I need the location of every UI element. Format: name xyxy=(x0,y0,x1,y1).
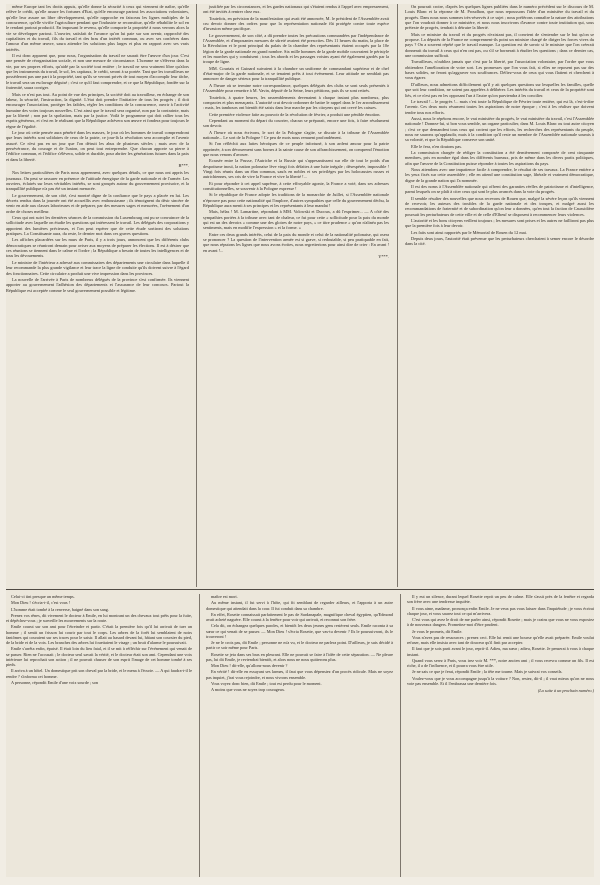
paragraph: Toutefois, en prévision de la manifestation qui avait été annoncée, M. le président de l'Assemblée avait cru devoir donner des ordres pour que la représentation nationale fût protégée contre toute espèce d'invasion même pacifique. xyxy=(203,15,389,32)
paragraph: A l'heure où se termine notre correspondance, quelques délégués des clubs se sont seuls présentés à l'Assemblée pour remettre à M. Vavin, député de la Seine, leurs pétitions, puis ils se sont retirés. xyxy=(203,82,389,94)
paragraph: Emile courut sur son ami pour l'étreindre et partir. C'était la première fois qu'il lui arrivait de tuer un homme ; il sentit un frisson lui courir par tout le corps. Les arbres de la forêt lui semblaient de noirs fantômes qui couraient sur ses traces pour le saisir. Il allait au hasard devant lui, hâtant son coursier du pied, de la bride et de la voix. Les branches des arbres lui fouettaient le visage ; un bruit d'alarme le poursuivait. xyxy=(6,624,192,645)
paragraph: Il semble résulter des nouvelles que nous recevons de Rouen que, malgré la sévère leçon qu'ils viennent de recevoir, les auteurs des troubles de la garde nationale et des troupes, et malgré aussi les recommandations de fraternité et de subordination qu'on leur a données, qu'en tout la faction de Caussidière poursuit les perturbateurs de cette ville et de celle d'Elbeuf se disposent à recommencer leurs violences. xyxy=(405,195,594,217)
paragraph: Celui-ci tint presque un même temps. xyxy=(11,594,75,599)
paragraph: C'est vous qui avez le droit de me parler ainsi, répondit Rosette ; mais je crains que vous ne vous exposiez à de nouveaux dangers. Promettez-moi d'être prudent. xyxy=(407,617,594,628)
feuilleton-column-2 xyxy=(206,594,393,877)
paragraph: D'ailleurs, nous admettons difficilement qu'il y ait quelques questions sur lesquelles les familles, quelle que soit leur condition, ne soient pas appelées à délibérer. Les intérêts du travail et ceux de la propriété sont liés, et ce n'est pas en les opposant l'un à l'autre qu'on parviendra à les concilier. xyxy=(405,81,594,98)
paragraph: Quand vous serez à Paris, vous irez voir M. ***, notre ancien ami ; il vous recevra comme un fils. Il est riche, il a de l'influence, et il pourra vous être utile. xyxy=(407,657,594,668)
feuilleton-separator xyxy=(6,589,594,590)
paragraph: justifiée par les circonstances, et les gardes nationaux qui s'étaient rendus à l'appel avec empressement, ont été invités à rentrer chez eux. xyxy=(203,4,389,15)
paragraph: Si le république de France adopte les traditions de la monarchie de Juillet, si l'Assemblée nationale n'éprouve pas pour cette nationalité qui l'implore, d'autres sympathies que celle du gouvernement déchu, la République aura menti à ses principes et les représentants à leur mandat ! xyxy=(203,192,389,209)
paragraph: Et pour répondre à cet appel suprême, à cette effroyable agonie, la France a voté, dans ses adresses constitutionnelles, se souvenir à la Pologne expresse ! xyxy=(203,180,389,191)
column-2 xyxy=(203,4,389,587)
paragraph: Je ne sais ce que je ferai, répondit Emile ; la tête me tourne. Mais je suivrai vos conseils. xyxy=(412,669,563,675)
paragraph: L'homme était tombé à la renverse, baigné dans son sang. xyxy=(11,606,109,612)
paragraph: A personne, répondit Emile d'une voix sourde ; son xyxy=(11,679,99,685)
column-divider xyxy=(196,4,197,587)
paragraph: Ceux qui ont suivi les dernières séances de la commission du Luxembourg ont pu se convaincre de la sollicitude avec laquelle on étudie les questions qui intéressent le travail. Les délégués des corporations y apportent des lumières précieuses, et l'on peut espérer que de cette étude sortiront des solutions pratiques. La Constituante aura, du reste, le dernier mot dans ces graves questions. xyxy=(6,215,189,237)
paragraph: Emile s'arrêta enfin, épuisé. Il était loin du lieu fatal, et il se mit à réfléchir sur l'événement qui venait de se passer. Rien ne l'accusait ; le docteur seul savait la vérité, et le docteur était son ami. Cependant une voix intérieure lui reprochait son action ; il ne pouvait chasser de son esprit l'image de cet homme tombé à ses pieds. xyxy=(6,646,192,667)
paragraph: maître est mort. xyxy=(211,594,238,599)
news-section xyxy=(6,4,594,587)
feuilleton-column-3 xyxy=(407,594,594,877)
paragraph: Cependant au moment du départ du courrier, chacun se préparait, encore une fois, à faire résolument son devoir. xyxy=(203,117,389,129)
paragraph: En effet, Rosette connaissait parfaitement le pas de Sardanapale, magnifique cheval égyptien, qu'Edmond avait acheté naguère. Elle courut à la fenêtre pour voir qui arrivait, et reconnut son frère. xyxy=(206,611,393,622)
paragraph: Cela dit, on échangea quelques paroles, et bientôt les deux jeunes gens restèrent seuls. Emile raconta à sa sœur ce qui venait de se passer. — Mon Dieu ! s'écria Rosette, que vas-tu devenir ? Ils le poursuivront, ils le trouveront ! xyxy=(206,623,393,639)
column-3 xyxy=(405,4,594,587)
paragraph: Le gouvernement, de son côté, s'est montré digne de la confiance que le pays a placée en lui. Les décrets rendus dans la journée ont été accueillis avec enthousiasme ; ils témoignent du désir sincère de venir en aide aux classes laborieuses et de préparer, par des mesures sages et mesurées, l'avènement d'un ordre de choses meilleur. xyxy=(6,192,189,214)
paragraph: Elle le fera, n'en doutons pas. xyxy=(411,143,463,149)
paragraph: Il faut que je sois parti avant le jour, reprit-il. Adieu, ma sœur ; adieu, Rosette. Je penserai à vous à chaque instant. xyxy=(407,646,594,657)
paragraph: Il est des noms à l'Assemblée nationale qui offrent des garanties réelles de patriotisme et d'intelligence, parmi lesquels on se plaît à citer ceux qui sont le plus avancés dans la voie du progrès. xyxy=(405,184,594,195)
paragraph: Le gouvernement, de son côté, a dû prendre toutes les précautions commandées par l'indépendance de l'Assemblée, et d'imposantes mesures de sûreté avaient été prescrites. Dès 11 heures du matin, la place de la Révolution et le pont principal du palais de la chambre des représentants étaient occupés par la 10e légion de la garde nationale en grand nombre. Six mille hommes de la garde mobile couvraient le péristyle et les marches qui y conduisent ; tous les abords et les passages voisins ayant été également gardés par la troupe de ligne. xyxy=(203,32,389,65)
paragraph: Voulez-vous que je vous accompagne jusqu'à la voiture ? Non, restez, dit-il ; il vaut mieux qu'on ne nous voie pas ensemble. Et il l'embrassa une dernière fois. xyxy=(407,675,594,686)
paragraph: Mais ce n'est pas tout. Au point de vue des principes, la société doit au travailleur, en échange de son labeur, la sécurité, l'instruction, la dignité. L'état doit prendre l'initiative de tous les progrès ; il doit encourager l'association, protéger les faibles, régler les conditions de la concurrence, ouvrir à l'activité humaine des voies toujours nouvelles. C'est ainsi que le travail sera organisé, non par la contrainte, mais par la liberté ; non par la spoliation, mais par la justice. Voilà le programme qui doit rallier tous les esprits généreux, et c'est en le réalisant que la République achèvera son œuvre et fondera pour toujours le règne de l'égalité. xyxy=(6,91,189,129)
paragraph: Nous attendons avec une impatience facile à comprendre, le résultat de ses travaux. La France entière a les yeux fixés sur cette assemblée ; elle en attend une constitution sage, libérale et vraiment démocratique, digne de la grande nation qui l'a nommée. xyxy=(405,166,594,183)
paragraph: Mon Dieu ! s'écria-t-il, c'est vous ! xyxy=(11,600,71,606)
paragraph: Travailleurs, n'oubliez jamais que c'est par la liberté, par l'association volontaire, par l'ordre que vous obtiendrez l'amélioration de votre sort. Les promesses que l'on vous fait, si elles ne reposent pas sur des bases solides, ne feront qu'aggraver vos souffrances. Défiez-vous de ceux qui vous flattent et cherchent à vous égarer. xyxy=(405,59,594,81)
paragraph: En vérité ! dit-elle en essuyant ses larmes, il faut que vous dépensiez d'un procès ridicule. Mais ne soyez pas inquiet, j'irai vous rejoindre, et nous vivrons ensemble. xyxy=(206,669,393,680)
signature: B***. xyxy=(178,162,189,168)
feuilleton-section xyxy=(6,594,594,877)
paragraph: Nos lettres particulières de Paris nous apprennent, avec quelques détails, ce que nous ont appris les journaux. On peut se rassurer en présence de l'attitude énergique de la garde nationale et de l'armée. Les ouvriers, éclairés sur leurs véritables intérêts, se sont groupés autour du gouvernement provisoire, et la tranquillité publique n'a pas été un instant menacée. xyxy=(6,170,189,192)
paragraph: Les affiches placardées sur les murs de Paris, il y a trois jours, annoncent que les différents clubs démocratiques se réuniront demain pour aviser aux moyens de préparer les élections. Il est à désirer que ces réunions se tiennent dans le calme et l'ordre ; la République a besoin de toutes les intelligences et de tous les dévouements. xyxy=(6,237,189,259)
paragraph: On pourrait croire, d'après les quelques lignes publiées dans le numéro précédent sur le discours de M. Louis Blanc et la réponse de M. Proudhon, que nous repoussons l'idée d'un ministère du travail et du progrès. Dans nous nous sommes très-réservés à ce sujet ; nous préférons connaître la nature des attributions que l'on voudrait donner à ce ministère, et nous nous inscrivons d'avance contre toute institution qui, sous prétexte de progrès, tendrait à détruire la liberté. xyxy=(405,4,594,31)
paragraph: Il y eut un silence, durant lequel Rosette reprit un peu de calme. Elle s'assit près de la fenêtre et regarda son frère avec une tendresse inquiète. xyxy=(407,594,594,605)
paragraph: Ecrasée entre la Prusse, l'Autriche et la Russie qui s'appesantissent sur elle de tout le poids d'un despotisme inouï, la nation polonaise lève vingt fois défaites à une lutte inégale ; désespérée, impossible ! Vingt fois réunis dans un élan commun, saufs en nobles et ses priviléges par les holocaustes russes et autrichiennes, ses cris de vive la France et vive la liberté !... xyxy=(203,158,389,180)
paragraph: Vous voyez donc bien, dit Emile ; tout est perdu pour le moment. xyxy=(211,680,322,686)
paragraph: Je vous le promets, dit Emile. xyxy=(412,628,463,634)
paragraph: Mais, hélas ! M. Lamartine, répondant à MM. Volowski et Ducoux, a dû l'exprimer... — A côté des sympathies portées à la tribune avec tant de chaleur, ce fut pour cette « sollicitude pour la paix du monde qui est un des devoirs « comme une des gloires de notre pays, » ce titre prudence « qu'on n'alinéa pas les sentiments, mais en modifie l'expression » et la forme. » xyxy=(203,209,389,231)
paragraph: Il vous aime, madame, prononça enfin Emile. Je ne veux pas vous laisser dans l'inquiétude ; je vous écrirai chaque jour, et vous saurez tout ce qui m'arrivera. xyxy=(407,605,594,616)
column-1 xyxy=(6,4,189,587)
paragraph: Il est donc apparent que, pour nous, l'organisation du travail ne saurait être l'œuvre d'un jour. C'est une pensée de réorganisation sociale, et non une mesure de circonstance. L'homme ne s'élèvera dans la vie, par ses propres efforts, qu'aidé par la société tout entière ; le travail ne sera vraiment libre qu'alors que les instruments du travail, le sol, les capitaux, le crédit, seront à sa portée. Tant que les travailleurs ne posséderont pas une part à la propriété, tant qu'ils se verront privés de tout moyen d'accomplir leur tâche, le travail sera un esclavage déguisé ; c'est ce qu'il faut comprendre, et ce que la République, fondée sur la fraternité, saura corriger. xyxy=(6,53,189,91)
paragraph: Le ministre de l'intérieur a adressé aux commissaires des départements une circulaire dans laquelle il leur recommande la plus grande vigilance et leur trace la ligne de conduite qu'ils doivent suivre à l'égard des fonctionnaires. Cette circulaire a produit une vive impression dans les provinces. xyxy=(6,259,189,276)
paragraph: Le travail !... le progrès !... mais c'est toute la République de Février toute entière, qui est là, c'est-à-dire l'avenir. Ces deux mots résument toutes les aspirations de notre époque ; c'est à les réaliser que doivent tendre tous nos efforts. xyxy=(405,98,594,115)
column-divider xyxy=(199,594,200,877)
paragraph: La commission chargée de rédiger la constitution a été dernièrement composée de cent cinquante membres, pris en nombre égal dans les différents bureaux, pris de même dans les divers partis politiques, afin que l'œuvre de la Constitution puisse répondre à toutes les aspirations du pays. xyxy=(405,149,594,166)
paragraph: Les faits sont ainsi rapportés par le Mémorial de Rouen du 12 mai. xyxy=(411,229,527,235)
paragraph: Aussi, nous le répétons encore, le vrai ministère du progrès, le vrai ministère du travail, c'est l'Assemblée nationale ! Donnez-lui, si bon vous semble, un organe particulier, dans M. Louis Blanc ou tout autre citoyen ; c'est ce que demandent tous ceux qui croient que les efforts, les recherches des représentants du peuple, nous ne saurons qu'applaudir, mais à la condition qu'il reste un membre de l'Assemblée nationale soumis à sa volonté, et que la République conserve son unité. xyxy=(405,115,594,143)
paragraph: L'autorité et les bons citoyens veillent toujours ; les mesures sont prises et les autres ne failliront pas plus que la première fois à leur devoir. xyxy=(405,218,594,229)
feuilleton-column-1 xyxy=(6,594,192,877)
paragraph: Il arriva à un hôtel. Un domestique prit son cheval par la bride, et le mena à l'écurie. — A qui faudra-t-il le rendre ? s'informa cet homme. xyxy=(6,668,192,679)
column-divider xyxy=(397,4,398,587)
paragraph: Toutefois, à quatre heures, les rassemblements devenaient à chaque instant plus nombreux, plus compactes et plus menaçants. L'autorité crut devoir ordonner de battre le rappel dans le 1er arrondissement : mais, les tambours ont bientôt été saisis dans leur marche par les citoyens qui ont crevé les caisses. xyxy=(203,94,389,111)
column-divider xyxy=(400,594,401,877)
paragraph: Rosette se jeta dans ses bras en pleurant. Elle ne pouvait se faire à l'idée de cette séparation. — Ne pleure pas, lui dit Emile, je reviendrai bientôt, et alors nous ne nous quitterons plus. xyxy=(206,651,393,662)
paragraph: Si l'on réfléchit aux luttes héroïques de ce peuple infortuné, à son ardent amour pour la patrie opprimée, à son dévouement sans bornes à la sainte cause de son affranchissement, on comprend l'émotion que nous venons d'avouer. xyxy=(203,141,389,157)
paragraph: Je ne le crois pas, dit Emile ; personne ne m'a vu, et le docteur ne parlera point. D'ailleurs, je suis décidé à partir ce soir même pour Paris. xyxy=(206,640,393,651)
paragraph: A moins que vous ne soyez trop courageux. xyxy=(211,687,286,692)
paragraph: même Europe tant les droits appuis, qu'elle donne la sécurité à ceux qui viennent de naître, qu'elle relève le crédit, qu'elle assure les fortunes d'Etat, qu'elle encourage partout les associations volontaires, qu'elle leur assure un libre développement, qu'elle rapproche en faisceau les lignes multiples de la concurrence, qu'elle vivifie l'agriculture pendant que l'industrie se reconstitue, qu'elle réhabilite le sol en le rendant partout productif. En imposant le revenu, qu'elle comporte la propriété à nous verrons alors la vie se développer partout. L'ouvrier, satisfait de l'avance qu'on lui paie sur son avenir, rapproché des capitalistes et du travail, fils du travail et des bras d'un intérêt commun, ou avec ses confrères dans l'amour d'un même œuvre, saura attendre les solutions plus larges et plus en rapport avec ses vrais intérêts. xyxy=(6,4,189,52)
paragraph: Depuis deux jours, l'autorité était prévenue que les perturbateurs cherchaient à semer encore le désordre dans la cité. xyxy=(405,236,594,247)
paragraph: Vous n'avez pas de ressources ; prenez ceci. Elle lui remit une bourse qu'elle avait préparée. Emile voulut refuser, mais elle insista avec tant de douceur qu'il finit par accepter. xyxy=(407,634,594,645)
paragraph: Le jour où cette pensée aura pénétré dans les masses, le jour où les hommes de travail comprendront que leurs intérêts sont solidaires de ceux de la patrie, ce jour-là la révolution sera accomplie et l'avenir assuré. Ce n'est pas en un jour que l'on détruit les abus de plusieurs siècles ; mais avec de la persévérance, du courage et de l'union, on peut tout entreprendre. Que chacun apporte sa pierre à l'édifice commun, et l'édifice s'élèvera, solide et durable, pour abriter les générations futures dans la paix et dans la liberté. xyxy=(6,129,189,162)
paragraph: A l'heure où nous écrivons, le sort de la Pologne s'agite, se discute à la tribune de l'Assemblée nationale... Le sort de la Pologne ! Ce peu de mots nous remuent profondément. xyxy=(203,129,389,140)
paragraph: Entre ces deux grands intérêts, celui de la paix du monde et celui de la nationalité polonaise, qui osera se prononcer ? La question de l'intervention armée est si grave, si redoutable, si peu pratiquable en fait, que nous réputons les lignes que nous avons écrites, nous regretterions pour ainsi dire de crier : En avant ! en avant !... xyxy=(203,231,389,253)
paragraph: La nouvelle de l'arrivée à Paris de nombreux délégués de la province s'est confirmée. Ils viennent apporter au gouvernement l'adhésion des départements et l'assurance de leur concours. Partout la République est acceptée comme le seul gouvernement possible et légitime. xyxy=(6,276,189,293)
continuation-note: (La suite à un prochain numéro.) xyxy=(537,688,594,693)
newspaper-page xyxy=(6,4,594,877)
paragraph: Mais ce ministre du travail et du progrès n'existant pas, il convient de s'entendre sur le but qu'on se propose. La députés de la France ne comprennent-ils point un ministre chargé de diriger les forces vives du pays ? On a souvent répété que le travail manque. La question est de savoir si le ministre que l'on créerait donnerait du travail à ceux qui n'en ont pas, ou s'il se bornerait à étudier les questions ; dans ce dernier cas, une commission suffirait. xyxy=(405,31,594,59)
paragraph: Au même instant, il fut servi à l'hôte, qui fit semblant de regarder ailleurs, et l'apporta à un autre domestique qui attendait dans la cour. Il fut conduit dans sa chambre. xyxy=(206,600,393,611)
paragraph: MM. Courtais et Guinard suivaient à la chambre un uniforme de commandant supérieur et de chef d'état-major de la garde nationale, et se tenaient prêts à tout événement. Leur attitude ne semblait pas annoncer de danger sérieux pour la tranquillité publique. xyxy=(203,65,389,82)
paragraph: Cette première violence faite au pouvoir de la révolution de février, a produit une pénible émotion. xyxy=(209,111,381,117)
paragraph: Mon Dieu ! dit-elle, qu'allons-nous devenir ? xyxy=(211,663,288,668)
paragraph: Prenez vos rênes, dit vivement le docteur à Emile, en lui montrant un des chevaux tout prêts pour la fuite, et dépêchez-vous ; je surveille les mouvements sur la route. xyxy=(6,612,192,623)
signature: Y***. xyxy=(378,254,389,260)
